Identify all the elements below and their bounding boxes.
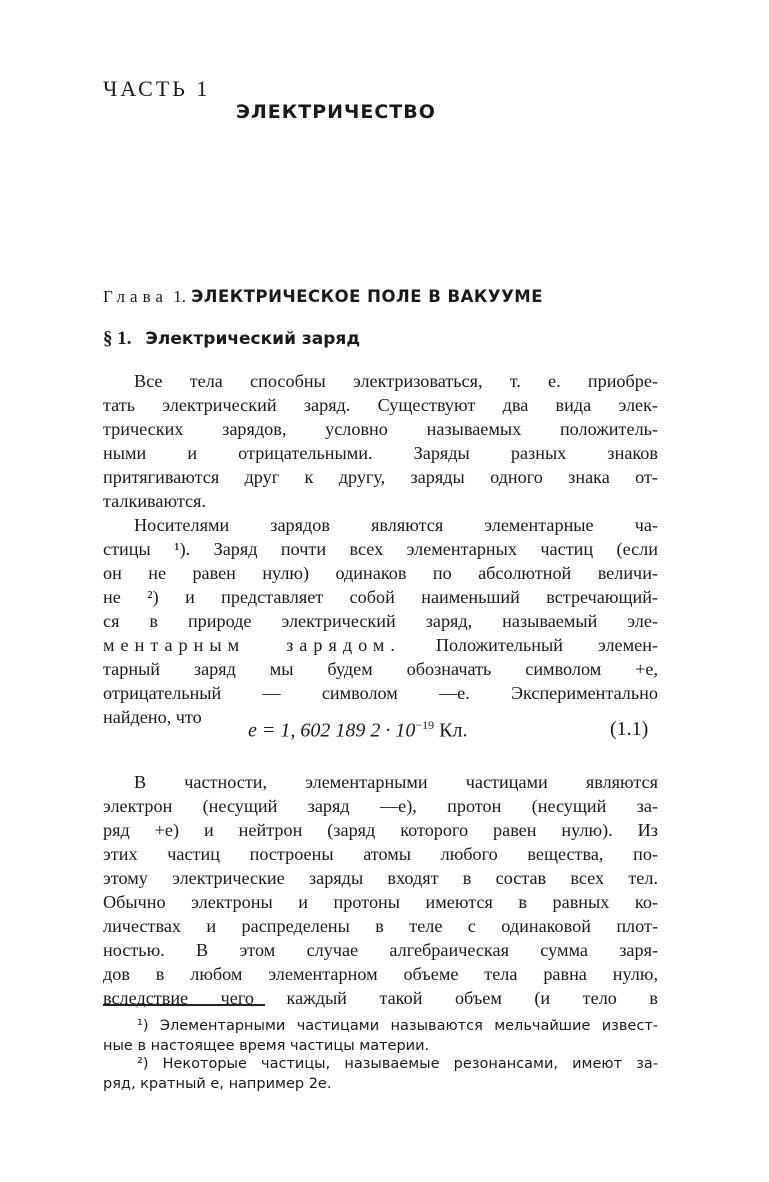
text-line: стицы ¹). Заряд почти всех элементарных частиц (если bbox=[103, 539, 658, 559]
text-line: талкиваются. bbox=[103, 491, 206, 511]
text-line bbox=[103, 633, 658, 657]
text-line: отрицательный — символом —e. Экспериментально bbox=[103, 683, 658, 703]
text-fragment: Положительный элемен- bbox=[400, 635, 658, 655]
text-line: вследствие чего каждый такой объем (и тело в bbox=[103, 988, 658, 1008]
text-line: этих частиц построены атомы любого вещества, по- bbox=[103, 844, 658, 864]
text-line: тарный заряд мы будем обозначать символом +e, bbox=[103, 659, 658, 679]
text-line: ряд +e) и нейтрон (заряд которого равен нулю). Из bbox=[103, 820, 658, 840]
text-line: личествах и распределены в теле с одинаковой плот- bbox=[103, 916, 658, 936]
text-line: В частности, элементарными частицами являются bbox=[134, 772, 658, 792]
text-line: не ²) и представляет собой наименьший встречающий- bbox=[103, 587, 658, 607]
text-line: ными и отрицательными. Заряды разных знаков bbox=[103, 443, 658, 463]
chapter-number: 1. bbox=[173, 287, 186, 306]
spaced-term: ментарным зарядом. bbox=[103, 635, 401, 655]
part-title: ЭЛЕКТРИЧЕСТВО bbox=[236, 101, 436, 123]
text-line: дов в любом элементарном объеме тела равна нулю, bbox=[103, 964, 658, 984]
text-line: найдено, что bbox=[103, 707, 202, 727]
text-line: Обычно электроны и протоны имеются в равных ко- bbox=[103, 892, 658, 912]
text-line: трических зарядов, условно называемых положитель- bbox=[103, 419, 658, 439]
chapter-word: Глава bbox=[103, 287, 168, 306]
footnote-line: ные в настоящее время частицы материи. bbox=[103, 1038, 430, 1054]
section-number: § 1. bbox=[103, 328, 132, 349]
section-heading bbox=[103, 328, 360, 350]
text-line: ностью. В этом случае алгебраическая сумма заря- bbox=[103, 940, 658, 960]
text-line: Все тела способны электризоваться, т. е. приобре- bbox=[134, 371, 658, 391]
formula bbox=[248, 718, 467, 743]
section-title: Электрический заряд bbox=[145, 329, 361, 349]
text-line: тать электрический заряд. Существуют два вида элек- bbox=[103, 395, 658, 415]
text-line: Носителями зарядов являются элементарные ча- bbox=[134, 515, 658, 535]
chapter-heading bbox=[103, 287, 543, 307]
formula-exponent: −19 bbox=[415, 718, 435, 732]
footnote-line: ¹) Элементарными частицами называются мельчайшие извест- bbox=[137, 1018, 658, 1034]
text-line: этому электрические заряды входят в состав всех тел. bbox=[103, 868, 658, 888]
chapter-title: ЭЛЕКТРИЧЕСКОЕ ПОЛЕ В ВАКУУМЕ bbox=[191, 287, 544, 306]
footnote-line: ²) Некоторые частицы, называемые резонансами, имеют за- bbox=[137, 1056, 658, 1072]
part-label: ЧАСТЬ 1 bbox=[103, 76, 211, 101]
text-line: электрон (несущий заряд —e), протон (несущий за- bbox=[103, 796, 658, 816]
text-line: он не равен нулю) одинаков по абсолютной величи- bbox=[103, 563, 658, 583]
formula-unit: Кл. bbox=[434, 719, 468, 742]
equation-number: (1.1) bbox=[610, 718, 649, 740]
formula-lhs: e = 1, 602 189 2 · 10 bbox=[248, 719, 416, 742]
text-line: притягиваются друг к другу, заряды одного знака от- bbox=[103, 467, 658, 487]
footnote-divider bbox=[103, 1004, 265, 1006]
footnote-line: ряд, кратный e, например 2e. bbox=[103, 1076, 332, 1092]
text-line: ся в природе электрический заряд, называемый эле- bbox=[103, 611, 658, 631]
